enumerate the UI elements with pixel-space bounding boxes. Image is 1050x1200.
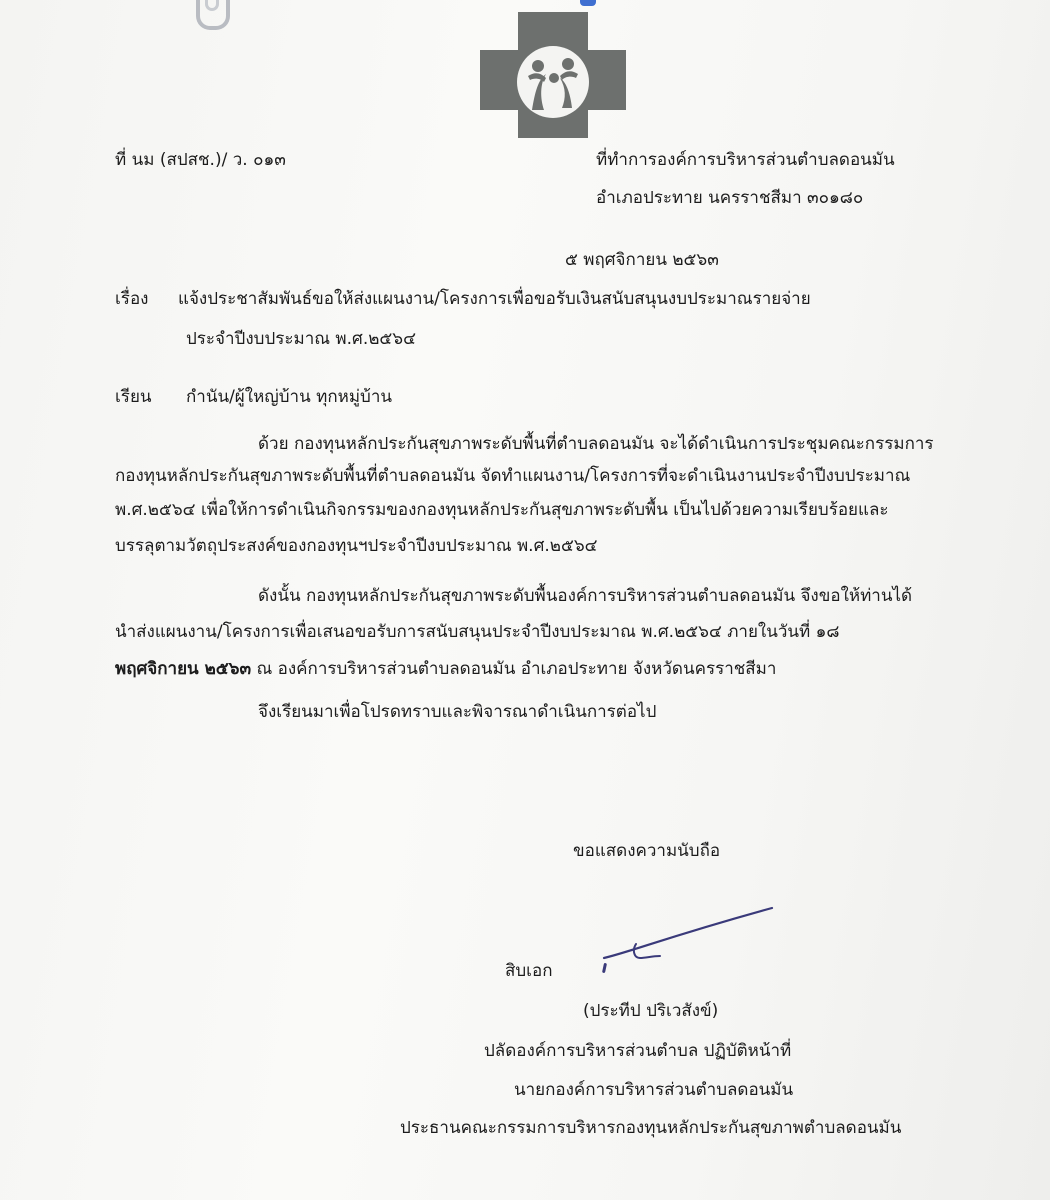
address-line-2: อำเภอประทาย นครราชสีมา ๓๐๑๘๐ bbox=[596, 188, 864, 208]
subject-line-1: แจ้งประชาสัมพันธ์ขอให้ส่งแผนงาน/โครงการเพื่อขอรับเงินสนับสนุนงบประมาณรายจ่าย bbox=[178, 289, 811, 309]
paragraph-1-line-2: กองทุนหลักประกันสุขภาพระดับพื้นที่ตำบลดอนมัน จัดทำแผนงาน/โครงการที่จะดำเนินงานประจำปีงบประมาณ bbox=[115, 466, 911, 486]
paragraph-1-line-3: พ.ศ.๒๕๖๔ เพื่อให้การดำเนินกิจกรรมของกองทุนหลักประกันสุขภาพระดับพื้น เป็นไปด้วยความเรียบร้อยและ bbox=[115, 500, 889, 520]
paragraph-1-line-1: ด้วย กองทุนหลักประกันสุขภาพระดับพื้นที่ตำบลดอนมัน จะได้ดำเนินการประชุมคณะกรรมการ bbox=[258, 434, 934, 454]
paragraph-2-line-2: นำส่งแผนงาน/โครงการเพื่อเสนอขอรับการสนับสนุนประจำปีงบประมาณ พ.ศ.๒๕๖๔ ภายในวันที่ ๑๘ bbox=[115, 622, 840, 642]
deadline-date: พฤศจิกายน ๒๕๖๓ bbox=[115, 659, 252, 679]
paragraph-3: จึงเรียนมาเพื่อโปรดทราบและพิจารณาดำเนินการต่อไป bbox=[258, 702, 657, 722]
blue-mark bbox=[580, 0, 596, 6]
signatory-position-3: ประธานคณะกรรมการบริหารกองทุนหลักประกันสุขภาพตำบลดอนมัน bbox=[400, 1118, 902, 1138]
paragraph-2-line-3 bbox=[115, 661, 776, 678]
signature bbox=[600, 900, 790, 970]
signatory-position-2: นายกองค์การบริหารส่วนตำบลดอนมัน bbox=[514, 1080, 794, 1100]
document-date: ๕ พฤศจิกายน ๒๕๖๓ bbox=[565, 250, 719, 270]
subject-label: เรื่อง bbox=[115, 289, 149, 309]
recipient-text: กำนัน/ผู้ใหญ่บ้าน ทุกหมู่บ้าน bbox=[186, 387, 392, 407]
address-line-1: ที่ทำการองค์การบริหารส่วนตำบลดอนมัน bbox=[596, 150, 895, 170]
recipient-label: เรียน bbox=[115, 387, 152, 407]
signatory-name: (ประทีป ปริเวสังข์) bbox=[583, 1001, 719, 1021]
signatory-rank: สิบเอก bbox=[505, 961, 553, 981]
deadline-location: ณ องค์การบริหารส่วนตำบลดอนมัน อำเภอประทาย จังหวัดนครราชสีมา bbox=[256, 659, 777, 679]
subject-line-2: ประจำปีงบประมาณ พ.ศ.๒๕๖๔ bbox=[186, 329, 416, 349]
reference-number: ที่ นม (สปสช.)/ ว. ๐๑๓ bbox=[115, 150, 286, 170]
paragraph-2-line-1: ดังนั้น กองทุนหลักประกันสุขภาพระดับพื้นองค์การบริหารส่วนตำบลดอนมัน จึงขอให้ท่านได้ bbox=[258, 586, 913, 606]
paragraph-1-line-4: บรรลุตามวัตถุประสงค์ของกองทุนฯประจำปีงบประมาณ พ.ศ.๒๕๖๔ bbox=[115, 536, 598, 556]
closing-regards: ขอแสดงความนับถือ bbox=[573, 841, 721, 861]
health-fund-logo bbox=[480, 12, 626, 138]
paper-clip bbox=[196, 0, 230, 30]
signatory-position-1: ปลัดองค์การบริหารส่วนตำบล ปฏิบัติหน้าที่ bbox=[484, 1041, 792, 1061]
